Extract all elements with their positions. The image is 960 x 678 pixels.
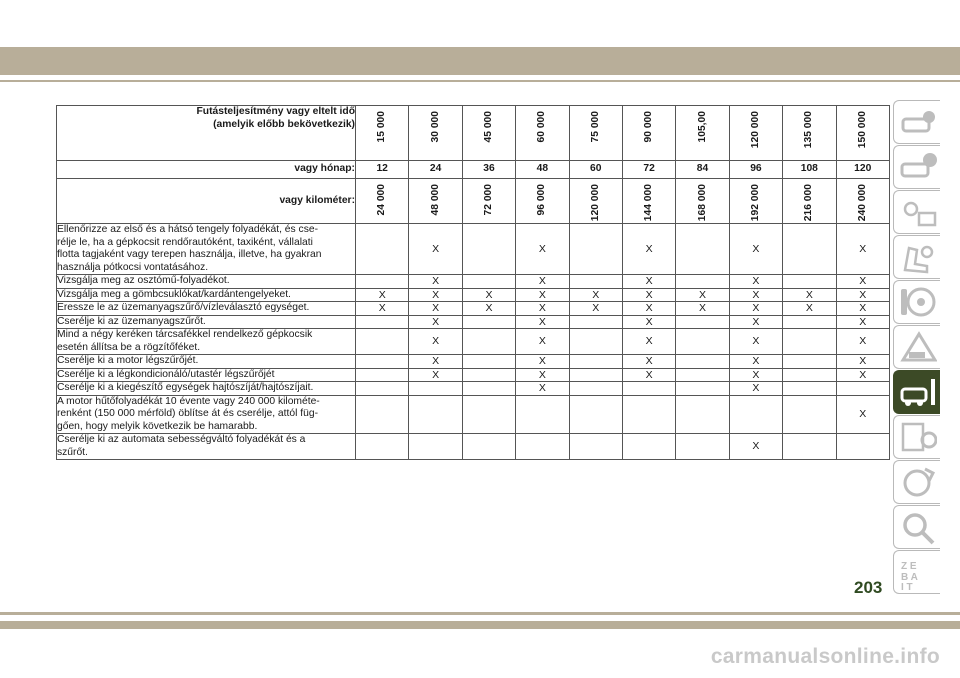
service-mark: X: [836, 224, 889, 275]
service-mark: [569, 434, 622, 460]
service-mark: X: [729, 275, 782, 289]
service-mark: X: [676, 288, 729, 302]
service-mark: X: [516, 288, 569, 302]
header-month-value: 72: [622, 161, 675, 179]
service-mark: X: [836, 395, 889, 434]
header-interval-value: 120 000: [749, 111, 761, 149]
service-mark: X: [622, 275, 675, 289]
service-mark: [676, 224, 729, 275]
header-km-cell: [676, 179, 729, 224]
header-interval-value: 105,00: [696, 111, 708, 143]
service-mark: [569, 368, 622, 382]
chapter-tab-lights-message[interactable]: [893, 190, 940, 234]
svg-text:B A: B A: [901, 572, 918, 583]
service-mark: X: [622, 302, 675, 316]
service-mark: [516, 434, 569, 460]
header-interval-cell: [356, 106, 409, 161]
header-month-value: 60: [569, 161, 622, 179]
task-description: Cserélje ki a motor légszűrőjét.: [57, 355, 356, 369]
header-month-value: 96: [729, 161, 782, 179]
service-mark: X: [356, 302, 409, 316]
header-km-cell: [836, 179, 889, 224]
service-mark: X: [622, 224, 675, 275]
header-label-months: vagy hónap:: [57, 161, 356, 179]
service-mark: [836, 434, 889, 460]
service-mark: [783, 315, 836, 329]
header-km-cell: [622, 179, 675, 224]
chapter-tab-car-maintenance[interactable]: [893, 370, 940, 414]
service-mark: [676, 368, 729, 382]
schedule-row: [57, 395, 890, 434]
header-interval-cell: [516, 106, 569, 161]
task-description: Eressze le az üzemanyagszűrő/vízleválasztó egységet.: [57, 302, 356, 316]
service-mark: [462, 329, 515, 355]
schedule-row: [57, 275, 890, 289]
header-interval-value: 135 000: [803, 111, 815, 149]
header-month-value: 36: [462, 161, 515, 179]
service-mark: X: [356, 288, 409, 302]
header-row-km: [57, 179, 890, 224]
page-number: 203: [854, 578, 883, 597]
schedule-row: [57, 368, 890, 382]
chapter-tab-steering-wheel[interactable]: [893, 280, 940, 324]
service-mark: [356, 395, 409, 434]
service-mark: [462, 315, 515, 329]
service-mark: [783, 355, 836, 369]
header-km-value: 96 000: [536, 184, 548, 216]
header-month-value: 48: [516, 161, 569, 179]
service-mark: [622, 382, 675, 396]
service-mark: [783, 382, 836, 396]
service-mark: X: [516, 382, 569, 396]
service-mark: [836, 382, 889, 396]
schedule-row: [57, 355, 890, 369]
schedule-row: [57, 224, 890, 275]
watermark: carmanualsonline.info: [710, 645, 940, 668]
service-mark: [462, 382, 515, 396]
service-mark: [676, 382, 729, 396]
service-mark: [356, 315, 409, 329]
service-mark: X: [409, 368, 462, 382]
service-mark: [356, 368, 409, 382]
header-km-cell: [783, 179, 836, 224]
service-mark: X: [729, 329, 782, 355]
service-mark: [356, 434, 409, 460]
service-mark: X: [569, 302, 622, 316]
service-mark: X: [569, 288, 622, 302]
task-description: Cserélje ki az automata sebességváltó folyadékát és a szűrőt.: [57, 434, 356, 460]
service-mark: [783, 224, 836, 275]
header-interval-cell: [783, 106, 836, 161]
header-interval-value: 45 000: [482, 111, 494, 143]
service-mark: X: [729, 382, 782, 396]
service-mark: X: [516, 315, 569, 329]
header-month-value: 108: [783, 161, 836, 179]
schedule-row: [57, 382, 890, 396]
service-mark: X: [729, 224, 782, 275]
service-mark: [569, 382, 622, 396]
service-mark: X: [729, 302, 782, 316]
service-mark: [409, 382, 462, 396]
header-interval-cell: [409, 106, 462, 161]
service-mark: X: [516, 329, 569, 355]
task-description: Mind a négy keréken tárcsafékkel rendelkező gépkocsik esetén állítsa be a rögzítőféket.: [57, 329, 356, 355]
service-mark: X: [729, 368, 782, 382]
service-mark: X: [836, 288, 889, 302]
service-mark: [569, 395, 622, 434]
top-band: [0, 47, 960, 75]
header-km-cell: [516, 179, 569, 224]
header-row-months: [57, 161, 890, 179]
header-km-value: 24 000: [375, 184, 387, 216]
svg-text:I T: I T: [901, 582, 913, 591]
service-mark: [729, 395, 782, 434]
service-mark: X: [729, 315, 782, 329]
task-description: Cserélje ki a légkondicionáló/utastér légszűrőjét: [57, 368, 356, 382]
service-mark: X: [783, 302, 836, 316]
task-description: Vizsgálja meg az osztómű-folyadékot.: [57, 275, 356, 289]
header-row-mileage: [57, 106, 890, 161]
service-mark: [783, 395, 836, 434]
service-mark: X: [409, 288, 462, 302]
service-mark: X: [729, 288, 782, 302]
header-km-value: 120 000: [589, 184, 601, 222]
header-km-value: 216 000: [803, 184, 815, 222]
header-label-mileage: Futásteljesítmény vagy eltelt idő (amelyik előbb bekövetkezik): [57, 106, 356, 161]
service-mark: X: [409, 315, 462, 329]
header-interval-value: 90 000: [642, 111, 654, 143]
schedule-row: [57, 315, 890, 329]
service-mark: [356, 275, 409, 289]
task-description: A motor hűtőfolyadékát 10 évente vagy 240 000 kilométe- renként (150 000 mérföld) öblítse át és cserélje, attól füg- gően, hogy melyik következik be hamarabb.: [57, 395, 356, 434]
service-mark: [676, 434, 729, 460]
header-interval-cell: [729, 106, 782, 161]
service-mark: X: [409, 302, 462, 316]
task-description: Cserélje ki az üzemanyagszűrőt.: [57, 315, 356, 329]
service-mark: X: [622, 368, 675, 382]
service-mark: X: [462, 302, 515, 316]
header-interval-value: 30 000: [429, 111, 441, 143]
header-interval-cell: [622, 106, 675, 161]
service-mark: X: [516, 355, 569, 369]
chapter-tab-warning-car[interactable]: [893, 145, 940, 189]
service-mark: X: [409, 355, 462, 369]
service-mark: X: [676, 302, 729, 316]
header-interval-value: 75 000: [589, 111, 601, 143]
service-mark: X: [516, 302, 569, 316]
svg-text:Z E: Z E: [901, 561, 917, 572]
service-mark: X: [409, 224, 462, 275]
service-mark: [462, 368, 515, 382]
service-mark: [676, 395, 729, 434]
chapter-tab-multimedia[interactable]: [893, 460, 940, 504]
service-mark: X: [836, 355, 889, 369]
chapter-tab-car-info[interactable]: [893, 100, 940, 144]
header-interval-value: 150 000: [856, 111, 868, 149]
header-km-value: 72 000: [482, 184, 494, 216]
service-mark: [622, 395, 675, 434]
header-interval-cell: [836, 106, 889, 161]
service-mark: X: [836, 329, 889, 355]
service-mark: [462, 224, 515, 275]
task-description: Cserélje ki a kiegészítő egységek hajtószíját/hajtószíjait.: [57, 382, 356, 396]
service-mark: [783, 434, 836, 460]
service-mark: [516, 395, 569, 434]
service-mark: X: [729, 434, 782, 460]
service-mark: [622, 434, 675, 460]
service-mark: [783, 368, 836, 382]
service-mark: [409, 395, 462, 434]
service-mark: [783, 275, 836, 289]
service-mark: X: [729, 355, 782, 369]
service-mark: X: [516, 224, 569, 275]
schedule-row: [57, 288, 890, 302]
service-mark: [356, 382, 409, 396]
header-month-value: 84: [676, 161, 729, 179]
header-km-value: 48 000: [429, 184, 441, 216]
schedule-row: [57, 329, 890, 355]
header-km-cell: [409, 179, 462, 224]
service-mark: [356, 224, 409, 275]
service-mark: [676, 329, 729, 355]
service-mark: [569, 275, 622, 289]
service-mark: [356, 355, 409, 369]
service-mark: [569, 315, 622, 329]
header-km-value: 240 000: [856, 184, 868, 222]
header-interval-cell: [462, 106, 515, 161]
header-interval-value: 60 000: [536, 111, 548, 143]
chapter-tab-alphabet-index[interactable]: [893, 550, 940, 594]
chapter-tab-seat-airbag[interactable]: [893, 235, 940, 279]
header-km-value: 144 000: [642, 184, 654, 222]
top-divider: [0, 80, 960, 82]
service-mark: [783, 329, 836, 355]
service-mark: [356, 329, 409, 355]
service-mark: X: [409, 275, 462, 289]
header-interval-cell: [676, 106, 729, 161]
chapter-tab-specs-gear[interactable]: [893, 415, 940, 459]
schedule-row: [57, 434, 890, 460]
bottom-band: [0, 621, 960, 629]
header-interval-value: 15 000: [375, 111, 387, 143]
service-mark: X: [462, 288, 515, 302]
service-mark: [462, 275, 515, 289]
service-mark: [569, 355, 622, 369]
service-mark: X: [409, 329, 462, 355]
header-label-km: vagy kilométer:: [57, 179, 356, 224]
service-mark: X: [836, 275, 889, 289]
service-mark: [676, 275, 729, 289]
service-mark: [409, 434, 462, 460]
maintenance-schedule-table: [56, 105, 890, 460]
header-km-cell: [569, 179, 622, 224]
service-mark: [569, 329, 622, 355]
header-km-cell: [462, 179, 515, 224]
header-km-cell: [729, 179, 782, 224]
header-month-value: 120: [836, 161, 889, 179]
schedule-row: [57, 302, 890, 316]
header-km-value: 168 000: [696, 184, 708, 222]
service-mark: X: [783, 288, 836, 302]
service-mark: X: [516, 275, 569, 289]
service-mark: X: [622, 329, 675, 355]
bottom-divider: [0, 612, 960, 615]
task-description: Vizsgálja meg a gömbcsuklókat/kardántengelyeket.: [57, 288, 356, 302]
service-mark: X: [836, 302, 889, 316]
service-mark: [462, 355, 515, 369]
service-mark: X: [836, 315, 889, 329]
service-mark: X: [516, 368, 569, 382]
service-mark: X: [622, 315, 675, 329]
chapter-tab-road-warning[interactable]: [893, 325, 940, 369]
service-mark: [462, 395, 515, 434]
service-mark: X: [622, 355, 675, 369]
service-mark: X: [836, 368, 889, 382]
task-description: Ellenőrizze az első és a hátsó tengely folyadékát, és cse- rélje le, ha a gépkocsit rendőrautóként, taxiként, vállalati flotta tagjaként vagy terepen használja, illetve, ha gyakran használja pótkocsi vontatásához.: [57, 224, 356, 275]
header-month-value: 24: [409, 161, 462, 179]
header-km-value: 192 000: [749, 184, 761, 222]
header-month-value: 12: [356, 161, 409, 179]
service-mark: [676, 315, 729, 329]
service-mark: X: [622, 288, 675, 302]
service-mark: [676, 355, 729, 369]
service-mark: [569, 224, 622, 275]
service-mark: [462, 434, 515, 460]
header-interval-cell: [569, 106, 622, 161]
header-km-cell: [356, 179, 409, 224]
chapter-tab-search[interactable]: [893, 505, 940, 549]
